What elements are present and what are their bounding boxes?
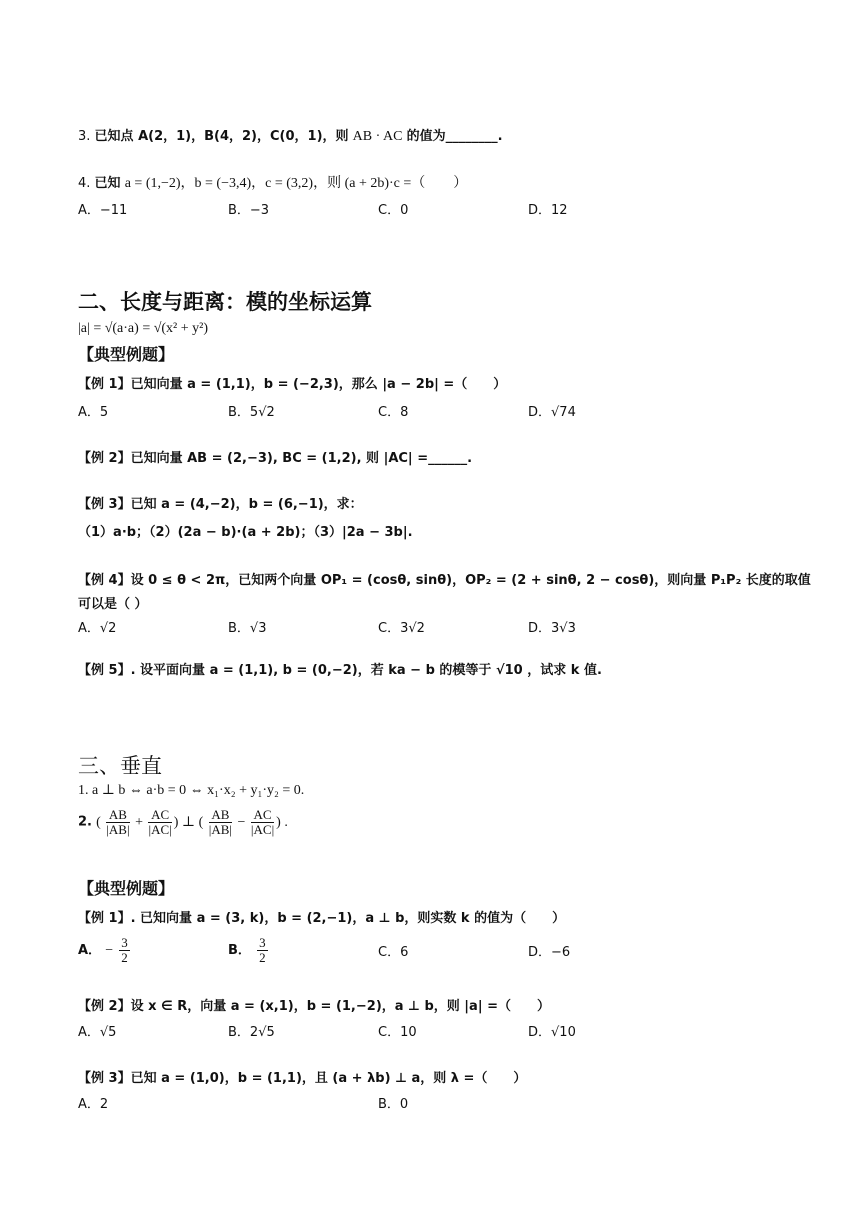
option-fraction — [119, 936, 130, 965]
option-d: D．−6 — [528, 945, 571, 960]
example-label: 【例 3】 — [78, 497, 131, 512]
example-text: 设 x ∈ R，向量 a = (x,1)，b = (1,−2)，a ⊥ b，则 |a| =（ ） — [130, 999, 550, 1014]
example-text: 已知 a = (4,−2)，b = (6,−1)，求： — [130, 497, 363, 512]
option-c: C．6 — [378, 945, 409, 960]
option-d: D．√74 — [528, 405, 576, 420]
example-label: 【例 2】 — [78, 999, 131, 1014]
formula: |a| = √(a·a) = √(x² + y²) — [78, 321, 209, 336]
question-text: 已知 — [94, 176, 121, 191]
example-6 — [78, 910, 565, 928]
example-text: . 已知向量 a = (3, k)，b = (2,−1)，a ⊥ b，则实数 k 的值为（ ） — [130, 911, 566, 926]
numerator: 3 — [121, 935, 128, 950]
example-5 — [78, 662, 602, 680]
example-7 — [78, 998, 550, 1016]
example-8 — [78, 1070, 526, 1088]
option-label: B． — [228, 943, 251, 958]
question-math: AB · AC — [352, 129, 403, 144]
option-a: A．√2 — [78, 621, 117, 636]
example-text: 已知向量 AB = (2,−3), BC = (1,2), 则 |AC| =______. — [130, 451, 473, 466]
question-3 — [78, 128, 503, 146]
example-text: 设 0 ≤ θ < 2π，已知两个向量 OP₁ = (cosθ, sinθ)，OP₂ = (2 + sinθ, 2 − cosθ)，则向量 P₁P₂ 长度的取值 — [130, 573, 811, 588]
section-heading: 二、长度与距离：模的坐标运算 — [78, 290, 372, 314]
example-2 — [78, 450, 472, 468]
option-a — [78, 936, 132, 965]
example-3 — [78, 496, 363, 514]
example-text: 已知 a = (1,0)，b = (1,1)，且 (a + λb) ⊥ a，则 λ =（ ） — [130, 1071, 527, 1086]
option-d: D．√10 — [528, 1025, 576, 1040]
option-a: A．2 — [78, 1097, 109, 1112]
option-b: B．2√5 — [228, 1025, 275, 1040]
numerator: 3 — [259, 935, 266, 950]
question-4 — [78, 175, 467, 193]
option-a: A．5 — [78, 405, 109, 420]
example-3-parts: （1）a·b；（2）(2a − b)·(a + 2b)；（3）|2a − 3b|. — [78, 525, 413, 540]
subheading: 【典型例题】 — [78, 345, 175, 364]
option-c: C．3√2 — [378, 621, 425, 636]
example-1 — [78, 376, 506, 394]
subheading: 【典型例题】 — [78, 879, 175, 898]
perpendicular-rule-1: 1. a ⊥ b ⇔ a·b = 0 ⇔ x₁·x₂ + y₁·y₂ = 0. — [78, 783, 305, 798]
option-b: B．−3 — [228, 203, 270, 218]
option-b: B．5√2 — [228, 405, 275, 420]
option-sign: − — [105, 943, 114, 958]
option-a: A．−11 — [78, 203, 128, 218]
denominator: 2 — [121, 950, 128, 965]
example-label: 【例 5】 — [78, 663, 131, 678]
option-c: C．0 — [378, 203, 409, 218]
rule-formula: ( $\frac{AB}{|AB|}$ + $\frac{AC}{|AC|}$ ) ⊥ ( $\frac{AB}{|AB|}$ − $\frac{AC}{|AC|}$ ) . — [96, 807, 288, 837]
example-4 — [78, 572, 811, 590]
option-b — [228, 936, 270, 965]
option-b: B．√3 — [228, 621, 267, 636]
example-text: 已知向量 a = (1,1)，b = (−2,3)，那么 |a − 2b| =（ ） — [130, 377, 507, 392]
example-text: . 设平面向量 a = (1,1), b = (0,−2)，若 ka − b 的模等于 √10 ，试求 k 值. — [130, 663, 602, 678]
example-label: 【例 1】 — [78, 377, 131, 392]
example-label: 【例 2】 — [78, 451, 131, 466]
question-math: a = (1,−2)，b = (−3,4)，c = (3,2)，则 (a + 2b)·c =（ ） — [124, 176, 468, 191]
option-d: D．12 — [528, 203, 568, 218]
question-text: 已知点 A(2，1)，B(4，2)，C(0，1)，则 — [94, 129, 349, 144]
perpendicular-rule-2 — [78, 808, 288, 837]
option-d: D．3√3 — [528, 621, 576, 636]
example-4-continued: 可以是（ ） — [78, 597, 148, 612]
option-fraction — [257, 936, 268, 965]
option-label: A． — [78, 943, 102, 958]
example-label: 【例 4】 — [78, 573, 131, 588]
rule-number: 2. — [78, 814, 92, 830]
option-a: A．√5 — [78, 1025, 117, 1040]
question-tail: 的值为________. — [406, 129, 503, 144]
question-number: 4. — [78, 176, 91, 191]
denominator: 2 — [259, 950, 266, 965]
option-b: B．0 — [378, 1097, 409, 1112]
option-c: C．10 — [378, 1025, 417, 1040]
example-label: 【例 3】 — [78, 1071, 131, 1086]
section-heading: 三、垂直 — [78, 754, 162, 778]
question-number: 3. — [78, 129, 91, 144]
option-c: C．8 — [378, 405, 409, 420]
example-label: 【例 1】 — [78, 911, 131, 926]
